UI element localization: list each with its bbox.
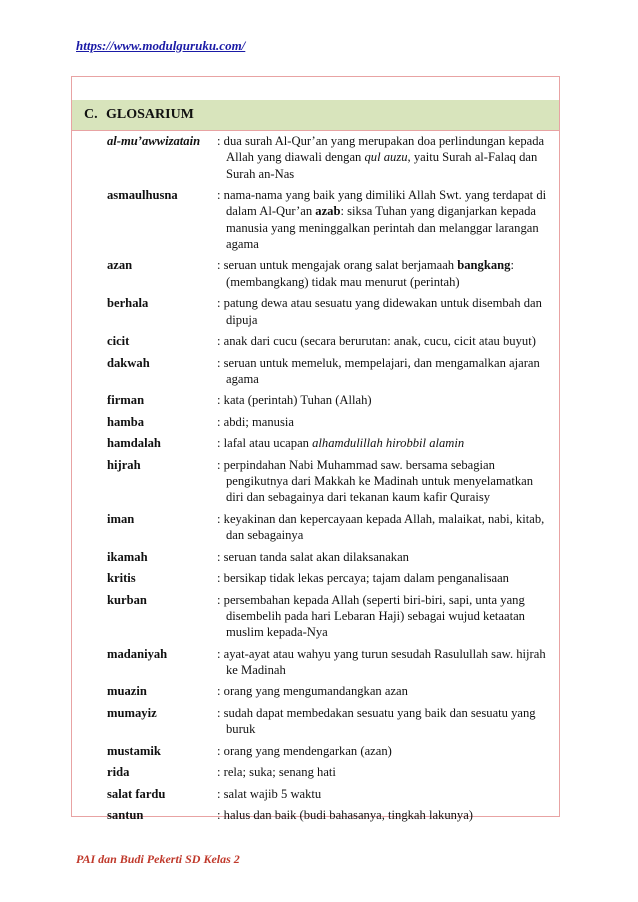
glossary-entry xyxy=(107,786,547,802)
definition-text: , yaitu Surah al-Falaq dan Surah an-Nas xyxy=(226,150,538,181)
glossary-term: iman xyxy=(107,511,135,526)
glossary-term: kurban xyxy=(107,592,147,607)
glossary-definition: : orang yang mendengarkan (azan) xyxy=(217,743,392,758)
glossary-entry xyxy=(107,683,547,699)
glossary-term: madaniyah xyxy=(107,646,168,661)
definition-bold-term: bangkang xyxy=(457,258,511,273)
glossary-term: cicit xyxy=(107,334,130,349)
glossary-entry xyxy=(107,807,547,823)
section-title: GLOSARIUM xyxy=(106,107,194,122)
glossary-entry xyxy=(107,295,547,328)
glossary-term: hijrah xyxy=(107,457,141,472)
glossary-definition: : sudah dapat membedakan sesuatu yang baik dan sesuatu yang buruk xyxy=(217,705,536,737)
blank-table-row xyxy=(72,77,559,101)
glossary-definition: : seruan untuk memeluk, mempelajari, dan mengamalkan ajaran agama xyxy=(217,355,540,386)
glossary-term: mustamik xyxy=(107,743,161,758)
glossary-definition: : kata (perintah) Tuhan (Allah) xyxy=(217,393,372,408)
glossary-entry xyxy=(107,570,547,586)
glossary-definition xyxy=(217,133,547,182)
glossary-entry xyxy=(107,511,547,544)
glossary-definition: : anak dari cucu (secara berurutan: anak, cucu, cicit atau buyut) xyxy=(217,334,536,349)
definition-bold-term: azab xyxy=(315,204,341,219)
glossary-definition: : ayat-ayat atau wahyu yang turun sesudah Rasulullah saw. hijrah ke Madinah xyxy=(217,646,546,677)
glossary-frame xyxy=(71,76,560,823)
glossary-definition: : seruan tanda salat akan dilaksanakan xyxy=(217,549,409,564)
glossary-definition xyxy=(217,257,547,290)
glossary-definition: : persembahan kepada Allah (seperti biri-biri, sapi, unta yang disembelih pada hari Lebaran Haji) sebagai wujud ketaatan muslim kepada-Nya xyxy=(217,592,525,640)
header-url-link[interactable]: https://www.modulguruku.com/ xyxy=(76,38,246,53)
glossary-entry xyxy=(107,333,547,349)
section-heading xyxy=(72,100,559,131)
glossary-entry xyxy=(107,355,547,388)
glossary-term: hamdalah xyxy=(107,436,161,451)
glossary-entry xyxy=(107,257,547,290)
glossary-entry xyxy=(107,392,547,408)
glossary-entry xyxy=(107,414,547,430)
glossary-entry xyxy=(107,549,547,565)
glossary-term: hamba xyxy=(107,414,145,429)
definition-italic-text: qul auzu xyxy=(364,150,408,165)
glossary-term: berhala xyxy=(107,296,149,311)
glossary-term: al-mu’awwizatain xyxy=(107,134,201,148)
glossary-entry xyxy=(107,646,547,679)
glossary-term: mumayiz xyxy=(107,705,157,720)
glossary-definition: : rela; suka; senang hati xyxy=(217,765,336,780)
footer-text: PAI dan Budi Pekerti SD Kelas 2 xyxy=(76,852,240,866)
definition-text: : dua surah Al-Qur’an yang merupakan doa perlindungan kepada Allah yang diawali dengan xyxy=(217,134,545,165)
glossary-term: muazin xyxy=(107,684,147,699)
glossary-entry xyxy=(107,764,547,780)
definition-text: : seruan untuk mengajak orang salat berjamaah xyxy=(217,258,458,273)
definition-text: : siksa Tuhan yang diganjarkan kepada manusia yang meninggalkan perintah dan melanggar larangan agama xyxy=(226,204,539,251)
definition-text: : lafal atau ucapan xyxy=(217,436,313,451)
glossary-term: santun xyxy=(107,808,144,823)
glossary-term: kritis xyxy=(107,571,136,586)
glossary-definition: : keyakinan dan kepercayaan kepada Allah, malaikat, nabi, kitab, dan sebagainya xyxy=(217,511,545,543)
glossary-definition: : perpindahan Nabi Muhammad saw. bersama sebagian pengikutnya dari Makkah ke Madinah untuk menyelamatkan diri dan sebagainya dari tekanan kaum kafir Quraisy xyxy=(217,457,534,505)
glossary-term: dakwah xyxy=(107,355,150,370)
glossary-definition: : salat wajib 5 waktu xyxy=(217,786,322,801)
glossary-entry xyxy=(107,133,547,182)
glossary-entry xyxy=(107,592,547,641)
definition-italic-text: alhamdulillah hirobbil alamin xyxy=(312,436,465,451)
glossary-definition: : orang yang mengumandangkan azan xyxy=(217,684,408,699)
glossary-term: asmaulhusna xyxy=(107,188,178,203)
glossary-term: rida xyxy=(107,765,130,780)
definition-text: : nama-nama yang baik yang dimiliki Allah Swt. yang terdapat di dalam Al-Qur’an xyxy=(217,188,547,219)
glossary-entry xyxy=(107,457,547,506)
glossary-definition xyxy=(217,187,547,252)
section-letter: C. xyxy=(84,107,98,122)
glossary-term: salat fardu xyxy=(107,786,166,801)
glossary-definition xyxy=(217,435,547,451)
glossary-definition: : abdi; manusia xyxy=(217,414,294,429)
glossary-entry xyxy=(107,743,547,759)
glossary-term: azan xyxy=(107,258,133,273)
definition-text: : (membangkang) tidak mau menurut (perintah) xyxy=(226,258,514,289)
glossary-list xyxy=(107,133,547,829)
glossary-entry xyxy=(107,187,547,252)
glossary-definition: : halus dan baik (budi bahasanya, tingkah lakunya) xyxy=(217,808,474,823)
glossary-entry xyxy=(107,435,547,451)
glossary-term: firman xyxy=(107,393,145,408)
glossary-definition: : patung dewa atau sesuatu yang didewakan untuk disembah dan dipuja xyxy=(217,296,542,327)
glossary-entry xyxy=(107,705,547,738)
glossary-term: ikamah xyxy=(107,549,148,564)
glossary-definition: : bersikap tidak lekas percaya; tajam dalam penganalisaan xyxy=(217,571,509,586)
